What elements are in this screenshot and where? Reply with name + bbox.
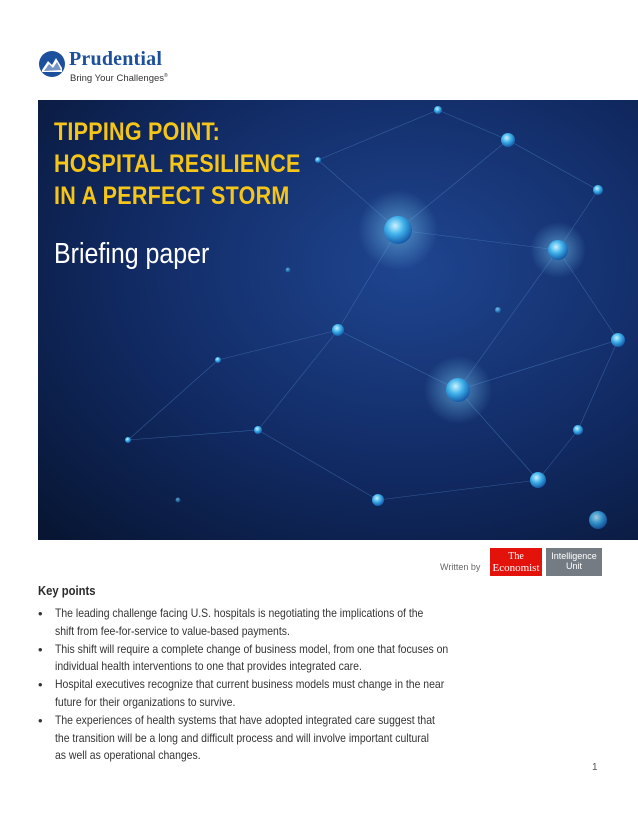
bullet-icon: •	[38, 677, 43, 693]
cover-hero	[38, 100, 638, 540]
bullet-icon: •	[38, 606, 43, 621]
key-point-line: Hospital executives recognize that current business models must change in the near	[55, 678, 445, 692]
key-point-line: This shift will require a complete change of business model, from one that focuses on	[55, 642, 449, 656]
key-points-heading: Key points	[38, 584, 96, 598]
eiu-line-1: Intelligence	[551, 551, 597, 561]
prudential-logo	[38, 48, 178, 92]
economist-line-1: The	[508, 551, 524, 562]
key-point-line: The experiences of health systems that have adopted integrated care suggest that	[55, 713, 435, 727]
rock-emblem-icon	[38, 50, 66, 78]
brand-tagline: Bring Your Challenges®	[70, 73, 168, 85]
brand-name: Prudential	[69, 48, 163, 70]
bullet-icon: •	[38, 712, 43, 728]
bullet-icon: •	[38, 641, 43, 657]
economist-line-2: Economist	[492, 562, 540, 574]
key-point-item	[38, 676, 508, 712]
key-points-list	[38, 605, 508, 765]
cover-subtitle: Briefing paper	[54, 238, 210, 270]
eiu-line-2: Unit	[565, 561, 582, 571]
written-by-label: Written by	[440, 562, 481, 572]
title-line-2: HOSPITAL RESILIENCE	[54, 150, 301, 178]
eiu-logo	[546, 548, 602, 576]
economist-logo	[490, 548, 542, 576]
key-point-line: the transition will be a long and difficult process and will involve important cultural	[55, 731, 429, 745]
cover-title	[54, 116, 301, 212]
key-point-line: The leading challenge facing U.S. hospitals is negotiating the implications of the	[55, 607, 424, 620]
key-point-line: individual health interventions to one that provides integrated care.	[55, 660, 362, 674]
key-point-item	[38, 641, 508, 677]
page-number: 1	[592, 762, 598, 773]
key-point-item	[38, 712, 508, 765]
key-point-item	[38, 605, 508, 641]
key-point-line: as well as operational changes.	[55, 749, 201, 763]
title-line-3: IN A PERFECT STORM	[54, 182, 290, 210]
title-line-1: TIPPING POINT:	[54, 118, 221, 146]
key-point-line: future for their organizations to survive.	[55, 695, 236, 709]
key-point-line: shift from fee-for-service to value-based payments.	[55, 624, 290, 638]
